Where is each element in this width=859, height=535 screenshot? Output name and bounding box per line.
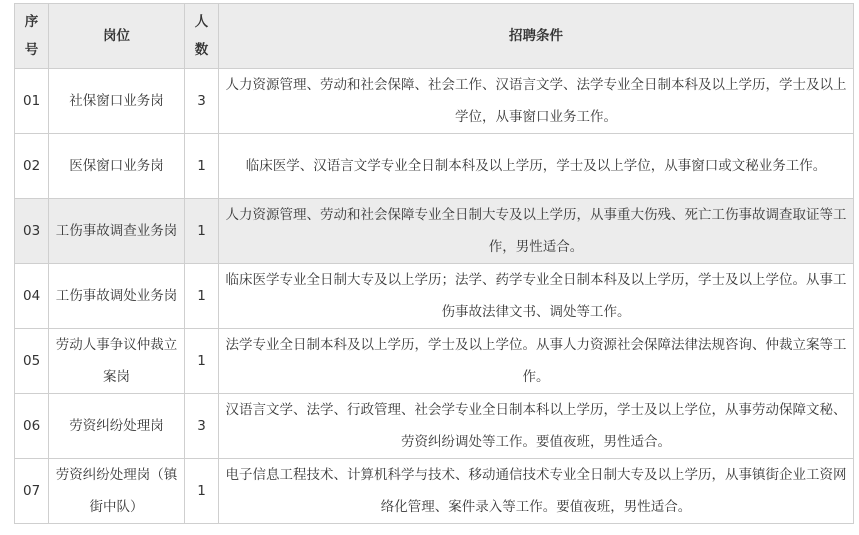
cell-requirements: 法学专业全日制本科及以上学历，学士及以上学位。从事人力资源社会保障法律法规咨询、仲裁立案等工作。 xyxy=(219,329,854,394)
header-requirements: 招聘条件 xyxy=(219,4,854,69)
cell-count: 1 xyxy=(185,329,219,394)
cell-position: 社保窗口业务岗 xyxy=(49,69,185,134)
cell-no: 04 xyxy=(15,264,49,329)
cell-requirements: 电子信息工程技术、计算机科学与技术、移动通信技术专业全日制大专及以上学历，从事镇街企业工资网络化管理、案件录入等工作。要值夜班，男性适合。 xyxy=(219,459,854,524)
cell-count: 1 xyxy=(185,264,219,329)
cell-requirements: 汉语言文学、法学、行政管理、社会学专业全日制本科以上学历，学士及以上学位，从事劳动保障文秘、劳资纠纷调处等工作。要值夜班，男性适合。 xyxy=(219,394,854,459)
cell-position: 工伤事故调查业务岗 xyxy=(49,199,185,264)
cell-requirements: 人力资源管理、劳动和社会保障、社会工作、汉语言文学、法学专业全日制本科及以上学历，学士及以上学位，从事窗口业务工作。 xyxy=(219,69,854,134)
table-row xyxy=(15,134,854,199)
cell-position: 劳资纠纷处理岗（镇街中队） xyxy=(49,459,185,524)
cell-no: 03 xyxy=(15,199,49,264)
table-header-row xyxy=(15,4,854,69)
cell-no: 07 xyxy=(15,459,49,524)
cell-no: 05 xyxy=(15,329,49,394)
header-position: 岗位 xyxy=(49,4,185,69)
cell-requirements: 临床医学、汉语言文学专业全日制本科及以上学历，学士及以上学位，从事窗口或文秘业务工作。 xyxy=(219,134,854,199)
cell-count: 1 xyxy=(185,199,219,264)
cell-no: 06 xyxy=(15,394,49,459)
table-row xyxy=(15,394,854,459)
table-row xyxy=(15,264,854,329)
cell-position: 劳资纠纷处理岗 xyxy=(49,394,185,459)
table-row xyxy=(15,329,854,394)
cell-position: 劳动人事争议仲裁立案岗 xyxy=(49,329,185,394)
table-row xyxy=(15,459,854,524)
header-no: 序号 xyxy=(15,4,49,69)
cell-requirements: 人力资源管理、劳动和社会保障专业全日制大专及以上学历，从事重大伤残、死亡工伤事故调查取证等工作，男性适合。 xyxy=(219,199,854,264)
cell-position: 工伤事故调处业务岗 xyxy=(49,264,185,329)
cell-requirements: 临床医学专业全日制大专及以上学历；法学、药学专业全日制本科及以上学历，学士及以上学位。从事工伤事故法律文书、调处等工作。 xyxy=(219,264,854,329)
cell-no: 01 xyxy=(15,69,49,134)
cell-count: 3 xyxy=(185,69,219,134)
table-row xyxy=(15,69,854,134)
cell-position: 医保窗口业务岗 xyxy=(49,134,185,199)
cell-count: 3 xyxy=(185,394,219,459)
cell-no: 02 xyxy=(15,134,49,199)
table-row xyxy=(15,199,854,264)
header-count: 人数 xyxy=(185,4,219,69)
recruitment-table xyxy=(14,3,854,524)
cell-count: 1 xyxy=(185,134,219,199)
cell-count: 1 xyxy=(185,459,219,524)
